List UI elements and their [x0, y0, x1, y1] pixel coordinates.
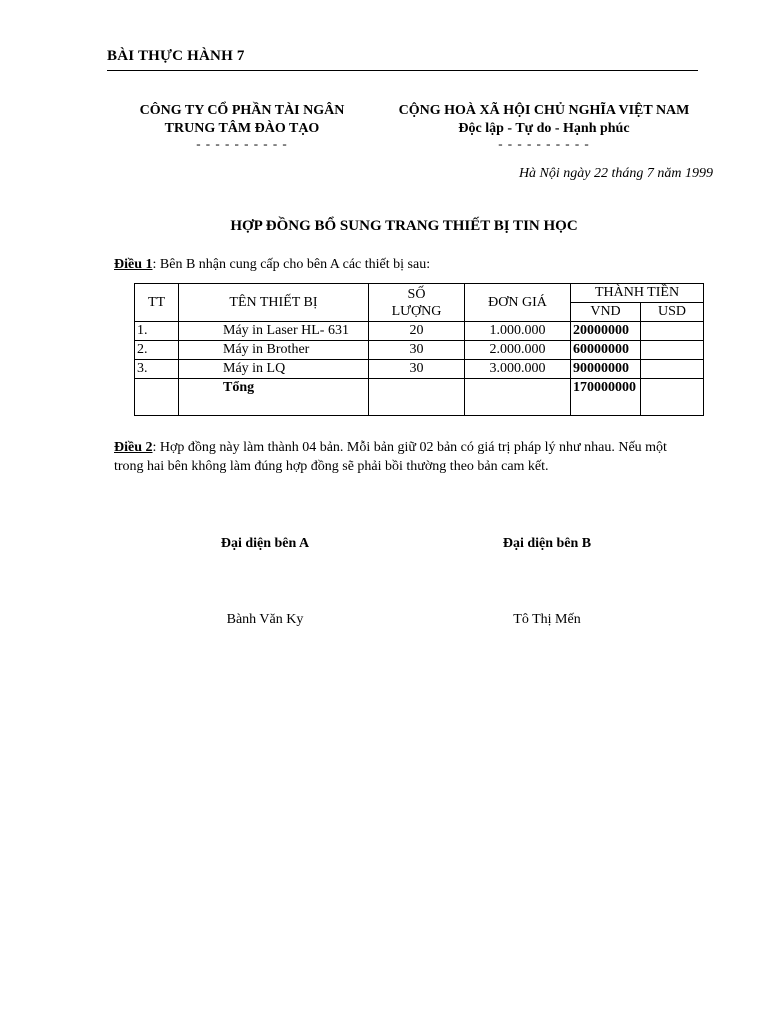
total-quantity [369, 379, 465, 416]
company-header [108, 102, 376, 150]
article-1-heading: Điều 1 [114, 257, 153, 272]
row-amount-vnd: 20000000 [571, 322, 641, 341]
date-line: Hà Nội ngày 22 tháng 7 năm 1999 [518, 166, 713, 181]
article-1-text: : Bên B nhận cung cấp cho bên A các thiết bị sau: [152, 257, 431, 272]
representative-b-label: Đại diện bên B [502, 536, 592, 551]
row-amount-usd [641, 322, 704, 341]
total-amount-vnd: 170000000 [571, 379, 641, 416]
row-quantity: 30 [369, 341, 465, 360]
header-unit-price: ĐƠN GIÁ [465, 284, 571, 322]
company-header-dashes: - - - - - - - - - - [196, 136, 288, 151]
article-2-heading: Điều 2 [114, 440, 153, 455]
row-equipment-name: Máy in Laser HL- 631 [179, 322, 369, 341]
row-equipment-name: Máy in Brother [179, 341, 369, 360]
department-name: TRUNG TÂM ĐÀO TẠO [164, 121, 320, 136]
row-amount-vnd: 60000000 [571, 341, 641, 360]
row-amount-usd [641, 360, 704, 379]
table-row [135, 360, 704, 379]
national-header [376, 102, 712, 150]
total-amount-usd [641, 379, 704, 416]
company-name: CÔNG TY CỔ PHẦN TÀI NGÂN [139, 103, 345, 118]
representative-a-label: Đại diện bên A [220, 536, 310, 551]
header-quantity-line2: LƯỢNG [391, 303, 442, 319]
row-amount-usd [641, 341, 704, 360]
header-vnd: VND [571, 303, 641, 322]
article-2-text: : Hợp đồng này làm thành 04 bản. Mỗi bản giữ 02 bản có giá trị pháp lý như nhau. Nếu một trong hai bên không làm đúng hợp đồng sẽ phải bồi thường theo bản cam kết. [114, 440, 667, 474]
representative-a-name: Bành Văn Ky [226, 612, 304, 627]
article-2 [114, 438, 674, 476]
row-tt: 1. [135, 322, 179, 341]
table-row [135, 322, 704, 341]
row-equipment-name: Máy in LQ [179, 360, 369, 379]
total-unit-price [465, 379, 571, 416]
row-tt: 2. [135, 341, 179, 360]
row-amount-vnd: 90000000 [571, 360, 641, 379]
row-tt: 3. [135, 360, 179, 379]
article-1 [114, 257, 430, 273]
row-unit-price: 1.000.000 [465, 322, 571, 341]
header-quantity [369, 284, 465, 322]
title-divider [107, 70, 698, 71]
national-name: CỘNG HOÀ XÃ HỘI CHỦ NGHĨA VIỆT NAM [398, 103, 690, 118]
total-label: Tổng [179, 379, 369, 416]
row-quantity: 30 [369, 360, 465, 379]
exercise-title: BÀI THỰC HÀNH 7 [107, 48, 245, 64]
header-amount: THÀNH TIỀN [571, 284, 704, 303]
header-usd: USD [641, 303, 704, 322]
row-unit-price: 2.000.000 [465, 341, 571, 360]
total-tt [135, 379, 179, 416]
header-tt: TT [135, 284, 179, 322]
national-motto: Độc lập - Tự do - Hạnh phúc [458, 121, 630, 136]
national-header-dashes: - - - - - - - - - - [498, 136, 590, 151]
header-quantity-line1: SỐ [407, 286, 426, 302]
equipment-table [134, 283, 704, 416]
representative-b-name: Tô Thị Mến [513, 612, 581, 627]
header-equipment-name: TÊN THIẾT BỊ [179, 284, 369, 322]
document-title: HỢP ĐỒNG BỔ SUNG TRANG THIẾT BỊ TIN HỌC [230, 218, 578, 234]
total-row [135, 379, 704, 416]
row-quantity: 20 [369, 322, 465, 341]
row-unit-price: 3.000.000 [465, 360, 571, 379]
table-row [135, 341, 704, 360]
